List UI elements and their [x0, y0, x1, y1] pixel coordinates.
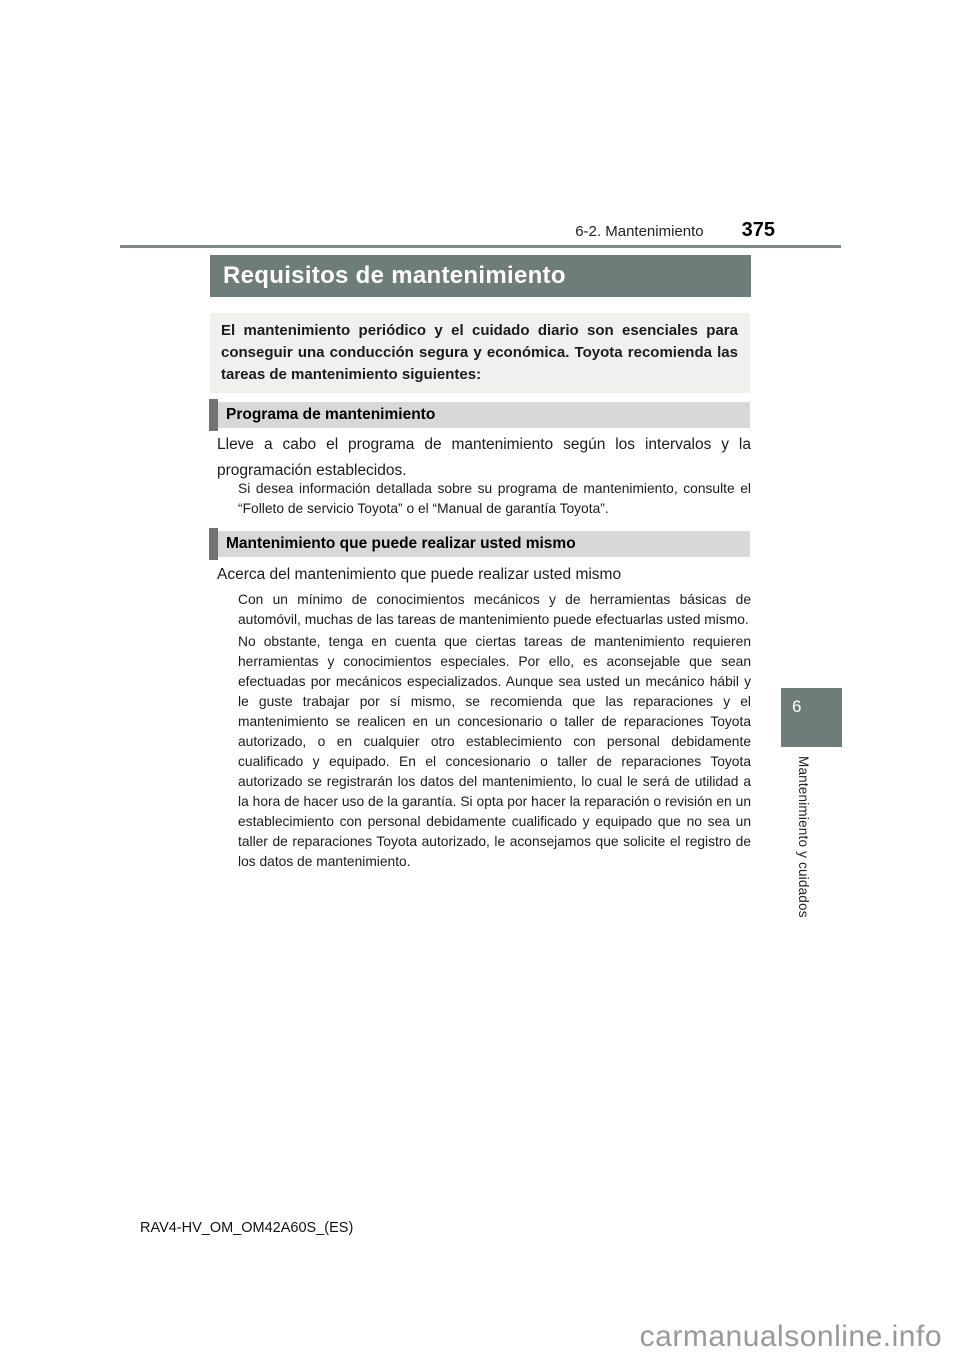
doc-code: RAV4-HV_OM_OM42A60S_(ES)	[140, 1220, 354, 1236]
section-marker-icon	[209, 528, 218, 560]
section-lead: Acerca del mantenimiento que puede realizar usted mismo	[217, 566, 622, 583]
watermark: carmanualsonline.info	[639, 1320, 942, 1353]
section-marker-icon	[209, 399, 218, 431]
section-heading-programa	[209, 399, 751, 431]
breadcrumb: 6-2. Mantenimiento	[575, 223, 704, 240]
chapter-number: 6	[792, 697, 802, 716]
section-heading-text: Mantenimiento que puede realizar usted mismo	[218, 531, 750, 557]
page-number: 375	[741, 219, 775, 241]
section-note: No obstante, tenga en cuenta que ciertas tareas de mantenimiento requieren herramientas y conocimientos especiales. Por ello, es aconsejable que sean efectuadas por mecánicos especializados. Aunque sea usted un mecánico hábil y le guste trabajar por sí mismo, se recomienda que las reparaciones y el mantenimiento se realicen en un concesionario o taller de reparaciones Toyota autorizado, o en cualquier otro establecimiento con personal debidamente cualificado y equipado. En el concesionario o taller de reparaciones Toyota autorizado se registrarán los datos del mantenimiento, lo cual le será de utilidad a la hora de hacer uso de la garantía. Si opta por hacer la reparación o revisión en un establecimiento con personal debidamente cualificado y equipado que no sea un taller de reparaciones Toyota autorizado, le aconsejamos que solicite el registro de los datos de mantenimiento.	[238, 634, 751, 869]
chapter-label: Mantenimiento y cuidados	[796, 756, 811, 918]
page-title: Requisitos de mantenimiento	[210, 255, 751, 297]
header-rule	[120, 245, 841, 248]
running-header	[120, 219, 775, 242]
section-note: Si desea información detallada sobre su programa de mantenimiento, consulte el “Folleto de servicio Toyota” o el “Manual de garantía Toyota”.	[238, 481, 751, 516]
section-note: Con un mínimo de conocimientos mecánicos y de herramientas básicas de automóvil, muchas de las tareas de mantenimiento puede efectuarlas usted mismo.	[238, 592, 751, 627]
section-heading-mantenimiento-propio	[209, 528, 751, 560]
intro-callout: El mantenimiento periódico y el cuidado diario son esenciales para conseguir una conducción segura y económica. Toyota recomienda las tareas de mantenimiento siguientes:	[210, 313, 750, 393]
section-heading-text: Programa de mantenimiento	[218, 402, 750, 428]
chapter-tab	[781, 688, 842, 747]
section-lead: Lleve a cabo el programa de mantenimiento según los intervalos y la programación establecidos.	[217, 436, 751, 479]
